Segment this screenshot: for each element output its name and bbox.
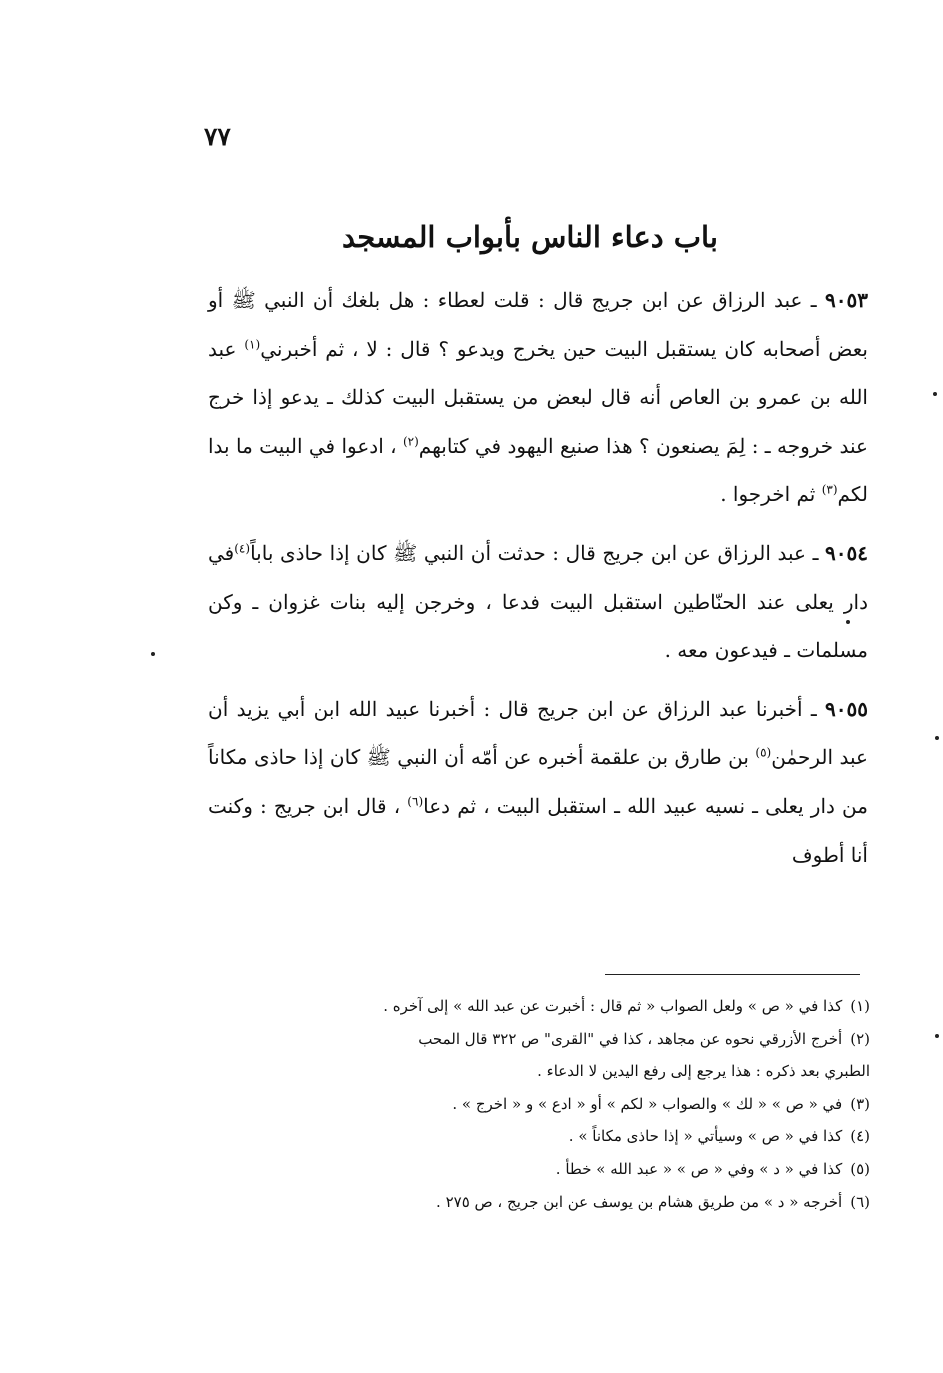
footnote-text: كذا في « د » وفي « ص » « عبد الله » خطأ . [555,1159,843,1178]
scan-mark [935,736,939,740]
footnote-divider [605,974,860,975]
footnote-ref[interactable]: (٢) [402,434,419,449]
footnote-ref[interactable]: (٥) [755,745,772,760]
hadith-9055 [208,685,868,879]
footnote-number: (٢) [850,1029,870,1048]
footnote-ref[interactable]: (٦) [407,794,424,809]
footnote-number: (٤) [850,1127,870,1146]
body-text [208,276,868,889]
footnote-text: كذا في « ص » وسيأتي « إذا حاذى مكاناً » . [568,1127,843,1146]
hadith-text: ـ أخبرنا عبد الرزاق عن ابن جريج قال : أخبرنا عبيد الله ابن أبي يزيد أن عبد الرحمٰن [208,696,868,770]
footnote-ref[interactable]: (٤) [234,541,251,556]
footnote-text: كذا في « ص » ولعل الصواب « ثم قال : أخبرت عن عبد الله » إلى آخره . [383,997,843,1015]
footnote-ref[interactable]: (٣) [821,482,838,497]
hadith-number: ٩٠٥٤ [825,540,868,565]
footnotes [210,990,870,1218]
footnote-text: أخرج الأزرقي نحوه عن مجاهد ، كذا في "القرى" ص ٣٢٢ قال المحب [418,1029,843,1048]
scan-mark [935,1034,939,1038]
footnote-number: (٦) [850,1192,870,1211]
footnote-number: (١) [850,997,870,1015]
footnote-ref[interactable]: (١) [244,336,261,351]
footnote-text: أخرجه « د » من طريق هشام بن يوسف عن ابن جريج ، ص ٢٧٥ . [436,1192,843,1211]
footnote-item [210,1153,870,1186]
footnote-text: الطبري بعد ذكره : هذا يرجع إلى رفع اليدين لا الدعاء . [537,1062,870,1081]
hadith-text: ، ادعوا في البيت ما بدا لكم [208,433,868,507]
footnote-number: (٣) [850,1094,870,1113]
hadith-9054 [208,529,868,675]
chapter-title: باب دعاء الناس بأبواب المسجد [342,220,718,255]
footnote-number: (٥) [850,1159,870,1178]
footnote-item [210,1023,870,1056]
hadith-text: ثم اخرجوا . [720,482,822,507]
hadith-number: ٩٠٥٥ [825,696,868,721]
footnote-continuation [210,1055,870,1088]
hadith-text: ـ عبد الرزاق عن ابن جريج قال : حدثت أن النبي ﷺ كان إذا حاذى باباً [250,540,826,565]
scan-mark [151,652,155,656]
footnote-item [210,990,870,1023]
hadith-9053 [208,276,868,519]
footnote-text: في « ص » « لك » والصواب « لكم » أو « ادع » و « اخرج » . [452,1094,843,1113]
footnote-item [210,1120,870,1153]
hadith-text: بن طارق بن علقمة أخبره عن أمّه أن النبي ﷺ كان إذا حاذى مكاناً من دار يعلى ـ نسيه عبيد الله ـ استقبل البيت ، ثم دعا [208,745,868,818]
hadith-text: في دار يعلى عند الحنّاطين استقبل البيت فدعا ، وخرجن إليه بنات غزوان ـ وكن مسلمات ـ فيدعون معه . [208,540,868,663]
hadith-text: ، قال ابن جريج : وكنت أنا أطوف [208,793,868,867]
footnote-item [210,1088,870,1121]
hadith-text: ـ عبد الرزاق عن ابن جريج قال : قلت لعطاء : هل بلغك أن النبي ﷺ أو بعض أصحابه كان يستقبل البيت حين يخرج ويدعو ؟ قال : لا ، ثم أخبرني [208,288,869,361]
scan-mark [846,620,850,624]
hadith-text: عبد الله بن عمرو بن العاص أنه قال لبعض من يستقبل البيت كذلك ـ يدعو إذا خرج عند خروجه ـ : لِمَ يصنعون ؟ هذا صنيع اليهود في كتابهم [208,336,868,458]
footnote-item [210,1186,870,1219]
page-number: ٧٧ [204,122,231,151]
scan-mark [933,392,937,396]
hadith-number: ٩٠٥٣ [825,288,868,312]
